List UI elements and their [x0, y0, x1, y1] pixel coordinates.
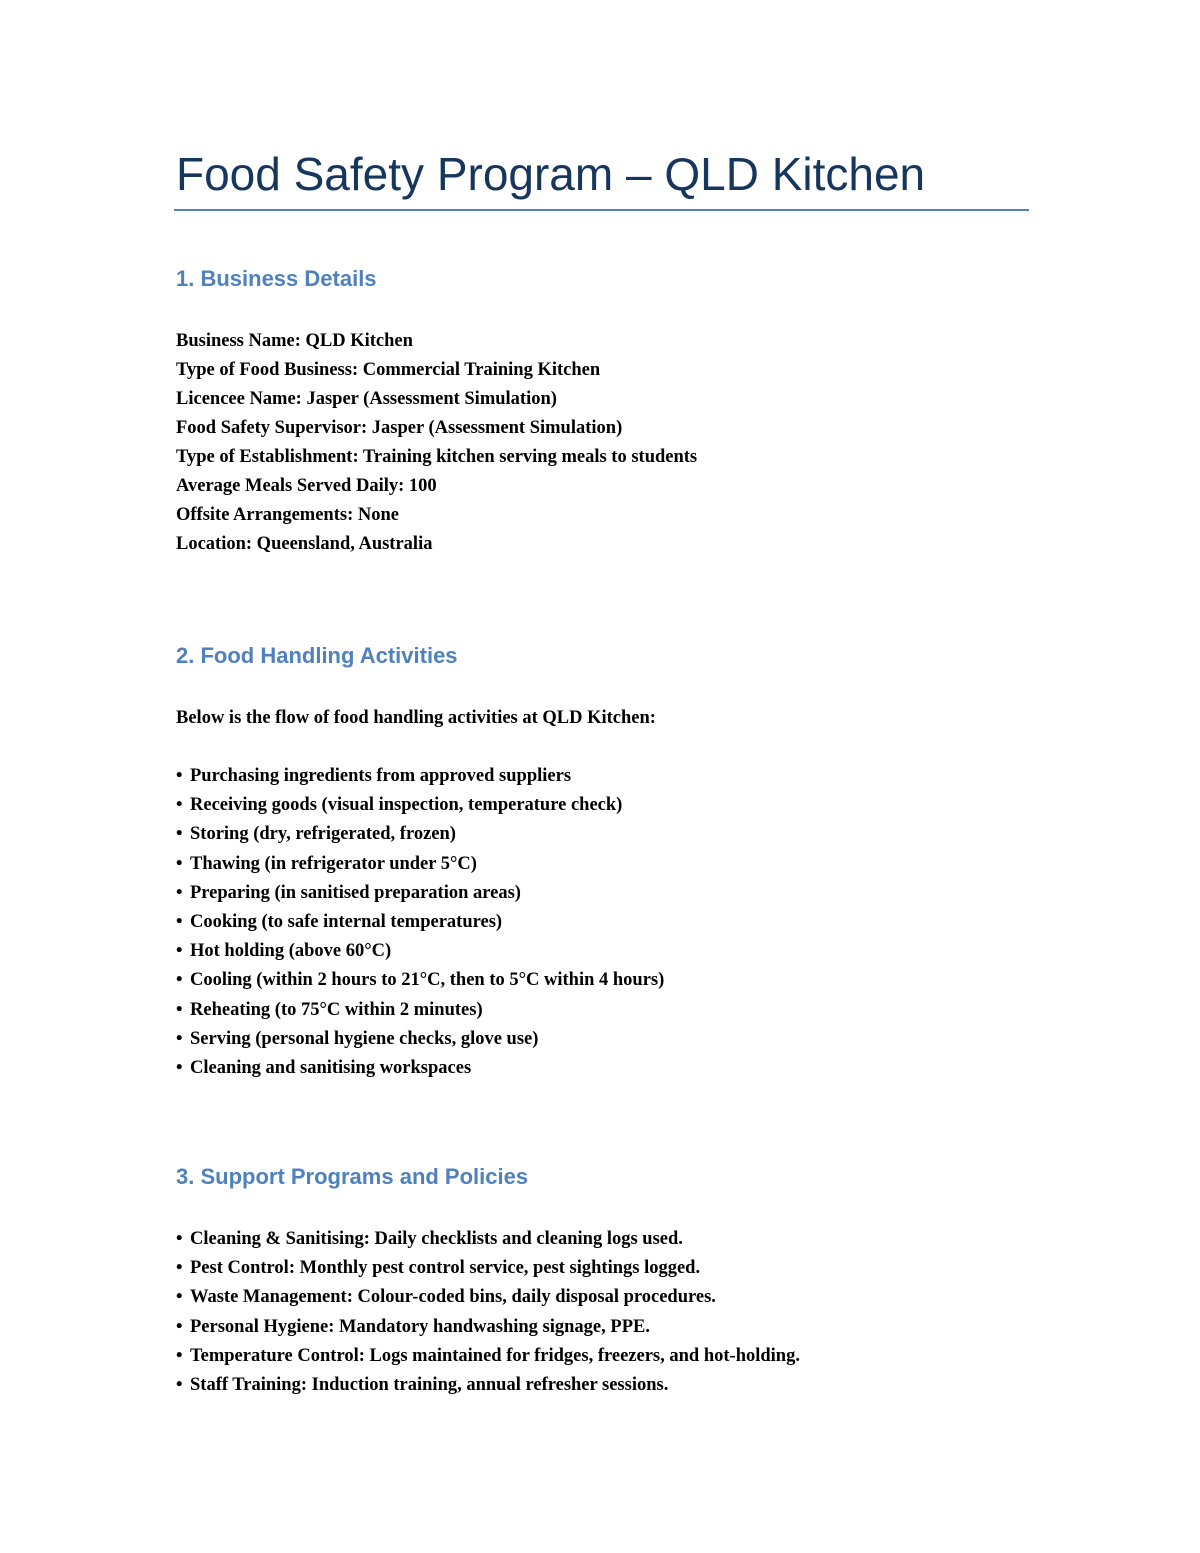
list-item: • Storing (dry, refrigerated, frozen) — [176, 820, 664, 849]
list-item: • Thawing (in refrigerator under 5°C) — [176, 850, 664, 879]
section-heading-food-handling: 2. Food Handling Activities — [176, 643, 458, 668]
list-item: • Reheating (to 75°C within 2 minutes) — [176, 996, 664, 1025]
list-item: • Hot holding (above 60°C) — [176, 937, 664, 966]
detail-line: Average Meals Served Daily: 100 — [176, 476, 437, 496]
list-item: • Cleaning and sanitising workspaces — [176, 1054, 664, 1083]
detail-line: Licencee Name: Jasper (Assessment Simulation) — [176, 389, 557, 409]
list-item: • Cleaning & Sanitising: Daily checklists and cleaning logs used. — [176, 1225, 800, 1254]
list-item: • Preparing (in sanitised preparation areas) — [176, 879, 664, 908]
detail-line: Type of Food Business: Commercial Training Kitchen — [176, 360, 601, 380]
business-details-list — [176, 327, 697, 559]
list-item: • Cooking (to safe internal temperatures) — [176, 908, 664, 937]
food-handling-intro: Below is the flow of food handling activities at QLD Kitchen: — [176, 708, 656, 728]
list-item: • Temperature Control: Logs maintained for fridges, freezers, and hot-holding. — [176, 1342, 800, 1371]
list-item: • Personal Hygiene: Mandatory handwashing signage, PPE. — [176, 1313, 800, 1342]
section-heading-business-details: 1. Business Details — [176, 266, 377, 291]
detail-line: Type of Establishment: Training kitchen serving meals to students — [176, 447, 698, 467]
detail-line: Offsite Arrangements: None — [176, 505, 399, 525]
support-programs-list — [176, 1225, 800, 1400]
list-item: • Cooling (within 2 hours to 21°C, then to 5°C within 4 hours) — [176, 966, 664, 995]
list-item: • Receiving goods (visual inspection, temperature check) — [176, 791, 664, 820]
list-item: • Pest Control: Monthly pest control service, pest sightings logged. — [176, 1254, 800, 1283]
list-item: • Waste Management: Colour-coded bins, daily disposal procedures. — [176, 1283, 800, 1312]
detail-line: Business Name: QLD Kitchen — [176, 331, 413, 351]
document-title: Food Safety Program – QLD Kitchen — [176, 148, 926, 200]
detail-line: Location: Queensland, Australia — [176, 534, 433, 554]
list-item: • Serving (personal hygiene checks, glove use) — [176, 1025, 664, 1054]
title-underline — [174, 209, 1029, 211]
food-handling-list — [176, 762, 664, 1083]
detail-line: Food Safety Supervisor: Jasper (Assessment Simulation) — [176, 418, 623, 438]
section-heading-support-programs: 3. Support Programs and Policies — [176, 1164, 529, 1189]
list-item: • Purchasing ingredients from approved suppliers — [176, 762, 664, 791]
list-item: • Staff Training: Induction training, annual refresher sessions. — [176, 1371, 800, 1400]
